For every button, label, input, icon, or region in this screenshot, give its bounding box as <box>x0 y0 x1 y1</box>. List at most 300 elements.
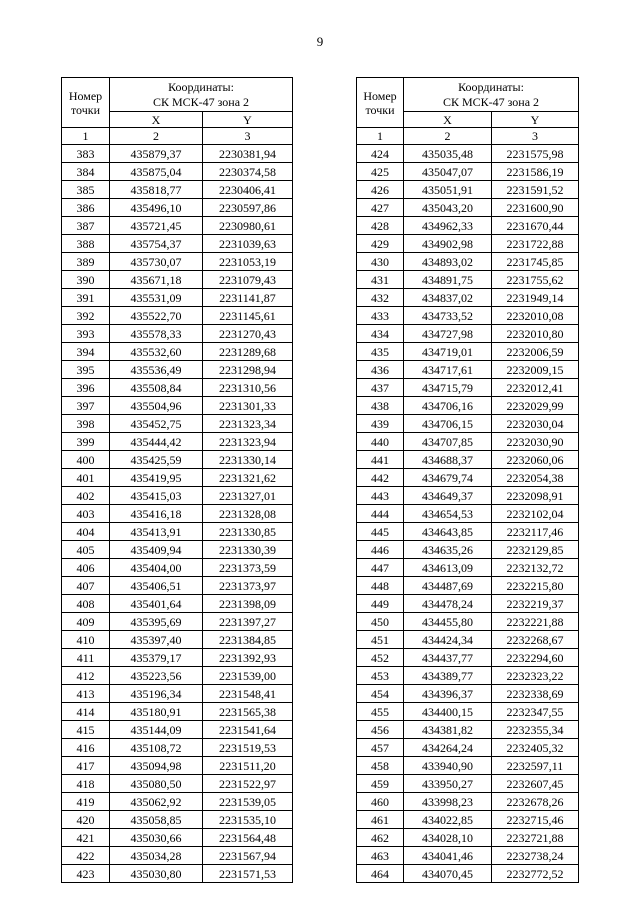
point-number-cell: 390 <box>62 271 110 289</box>
table-row <box>357 757 579 775</box>
x-coordinate-cell: 434706,16 <box>404 397 492 415</box>
y-coordinate-cell: 2231039,63 <box>203 235 293 253</box>
x-coordinate-cell: 434389,77 <box>404 667 492 685</box>
y-coordinate-cell: 2231310,56 <box>203 379 293 397</box>
point-number-cell: 408 <box>62 595 110 613</box>
x-coordinate-cell: 435508,84 <box>110 379 203 397</box>
header-x: X <box>404 112 492 128</box>
y-coordinate-cell: 2231949,14 <box>492 289 579 307</box>
y-coordinate-cell: 2231722,88 <box>492 235 579 253</box>
table-row <box>357 541 579 559</box>
header-coordinates: Координаты: СК МСК-47 зона 2 <box>110 78 293 112</box>
table-body-left <box>62 145 293 883</box>
x-coordinate-cell: 434654,53 <box>404 505 492 523</box>
x-coordinate-cell: 435395,69 <box>110 613 203 631</box>
table-row <box>357 397 579 415</box>
y-coordinate-cell: 2231384,85 <box>203 631 293 649</box>
header-coordinates: Координаты: СК МСК-47 зона 2 <box>404 78 579 112</box>
point-number-cell: 410 <box>62 631 110 649</box>
column-index-1: 1 <box>62 128 110 145</box>
table-row <box>62 217 293 235</box>
point-number-cell: 454 <box>357 685 404 703</box>
point-number-cell: 463 <box>357 847 404 865</box>
point-number-cell: 435 <box>357 343 404 361</box>
header-point-number: Номер точки <box>62 78 110 128</box>
x-coordinate-cell: 435754,37 <box>110 235 203 253</box>
y-coordinate-cell: 2232054,38 <box>492 469 579 487</box>
x-coordinate-cell: 434028,10 <box>404 829 492 847</box>
point-number-cell: 457 <box>357 739 404 757</box>
y-coordinate-cell: 2231591,52 <box>492 181 579 199</box>
coordinates-table-left <box>61 77 293 883</box>
x-coordinate-cell: 434264,24 <box>404 739 492 757</box>
y-coordinate-cell: 2231327,01 <box>203 487 293 505</box>
point-number-cell: 388 <box>62 235 110 253</box>
point-number-cell: 441 <box>357 451 404 469</box>
point-number-cell: 460 <box>357 793 404 811</box>
x-coordinate-cell: 435030,66 <box>110 829 203 847</box>
table-row <box>357 235 579 253</box>
point-number-cell: 412 <box>62 667 110 685</box>
table-row <box>62 613 293 631</box>
point-number-cell: 445 <box>357 523 404 541</box>
x-coordinate-cell: 435406,51 <box>110 577 203 595</box>
point-number-cell: 419 <box>62 793 110 811</box>
point-number-cell: 391 <box>62 289 110 307</box>
header-y: Y <box>203 112 293 128</box>
x-coordinate-cell: 434707,85 <box>404 433 492 451</box>
y-coordinate-cell: 2230597,86 <box>203 199 293 217</box>
table-row <box>357 181 579 199</box>
x-coordinate-cell: 435531,09 <box>110 289 203 307</box>
x-coordinate-cell: 434455,80 <box>404 613 492 631</box>
x-coordinate-cell: 435671,18 <box>110 271 203 289</box>
table-row <box>62 487 293 505</box>
y-coordinate-cell: 2231323,34 <box>203 415 293 433</box>
point-number-cell: 397 <box>62 397 110 415</box>
table-row <box>62 559 293 577</box>
point-number-cell: 424 <box>357 145 404 163</box>
point-number-cell: 452 <box>357 649 404 667</box>
point-number-cell: 413 <box>62 685 110 703</box>
point-number-cell: 451 <box>357 631 404 649</box>
point-number-cell: 446 <box>357 541 404 559</box>
y-coordinate-cell: 2231398,09 <box>203 595 293 613</box>
y-coordinate-cell: 2231755,62 <box>492 271 579 289</box>
table-row <box>357 469 579 487</box>
table-row <box>357 523 579 541</box>
table-row <box>357 793 579 811</box>
header-point-number: Номер точки <box>357 78 404 128</box>
point-number-cell: 443 <box>357 487 404 505</box>
table-row <box>357 199 579 217</box>
table-row <box>357 721 579 739</box>
table-row <box>62 235 293 253</box>
y-coordinate-cell: 2231670,44 <box>492 217 579 235</box>
x-coordinate-cell: 435452,75 <box>110 415 203 433</box>
y-coordinate-cell: 2231535,10 <box>203 811 293 829</box>
point-number-cell: 455 <box>357 703 404 721</box>
table-row <box>357 847 579 865</box>
point-number-cell: 418 <box>62 775 110 793</box>
y-coordinate-cell: 2231575,98 <box>492 145 579 163</box>
point-number-cell: 440 <box>357 433 404 451</box>
table-row <box>357 145 579 163</box>
x-coordinate-cell: 435404,00 <box>110 559 203 577</box>
table-row <box>357 217 579 235</box>
column-index-3: 3 <box>203 128 293 145</box>
table-row <box>357 595 579 613</box>
x-coordinate-cell: 435379,17 <box>110 649 203 667</box>
x-coordinate-cell: 435035,48 <box>404 145 492 163</box>
point-number-cell: 422 <box>62 847 110 865</box>
x-coordinate-cell: 435730,07 <box>110 253 203 271</box>
y-coordinate-cell: 2231053,19 <box>203 253 293 271</box>
table-row <box>62 469 293 487</box>
point-number-cell: 405 <box>62 541 110 559</box>
table-row <box>62 505 293 523</box>
y-coordinate-cell: 2232221,88 <box>492 613 579 631</box>
point-number-cell: 449 <box>357 595 404 613</box>
y-coordinate-cell: 2232060,06 <box>492 451 579 469</box>
x-coordinate-cell: 434962,33 <box>404 217 492 235</box>
table-row <box>357 271 579 289</box>
table-row <box>62 721 293 739</box>
point-number-cell: 448 <box>357 577 404 595</box>
y-coordinate-cell: 2232772,52 <box>492 865 579 883</box>
x-coordinate-cell: 435496,10 <box>110 199 203 217</box>
x-coordinate-cell: 435504,96 <box>110 397 203 415</box>
x-coordinate-cell: 433998,23 <box>404 793 492 811</box>
table-row <box>62 271 293 289</box>
table-row <box>357 343 579 361</box>
x-coordinate-cell: 434733,52 <box>404 307 492 325</box>
x-coordinate-cell: 433940,90 <box>404 757 492 775</box>
table-row <box>62 199 293 217</box>
header-y: Y <box>492 112 579 128</box>
point-number-cell: 404 <box>62 523 110 541</box>
point-number-cell: 420 <box>62 811 110 829</box>
column-index-1: 1 <box>357 128 404 145</box>
table-row <box>357 667 579 685</box>
x-coordinate-cell: 435080,50 <box>110 775 203 793</box>
y-coordinate-cell: 2231373,59 <box>203 559 293 577</box>
y-coordinate-cell: 2230374,58 <box>203 163 293 181</box>
table-row <box>357 577 579 595</box>
table-row <box>357 865 579 883</box>
x-coordinate-cell: 434070,45 <box>404 865 492 883</box>
x-coordinate-cell: 435536,49 <box>110 361 203 379</box>
x-coordinate-cell: 435532,60 <box>110 343 203 361</box>
y-coordinate-cell: 2231141,87 <box>203 289 293 307</box>
x-coordinate-cell: 434613,09 <box>404 559 492 577</box>
x-coordinate-cell: 434893,02 <box>404 253 492 271</box>
point-number-cell: 414 <box>62 703 110 721</box>
x-coordinate-cell: 434688,37 <box>404 451 492 469</box>
point-number-cell: 450 <box>357 613 404 631</box>
y-coordinate-cell: 2231301,33 <box>203 397 293 415</box>
y-coordinate-cell: 2232010,80 <box>492 325 579 343</box>
table-row <box>62 757 293 775</box>
table-row <box>62 775 293 793</box>
point-number-cell: 401 <box>62 469 110 487</box>
x-coordinate-cell: 435058,85 <box>110 811 203 829</box>
y-coordinate-cell: 2232678,26 <box>492 793 579 811</box>
y-coordinate-cell: 2232355,34 <box>492 721 579 739</box>
x-coordinate-cell: 434487,69 <box>404 577 492 595</box>
table-body-right <box>357 145 579 883</box>
page-number: 9 <box>316 34 324 49</box>
table-row <box>62 253 293 271</box>
point-number-cell: 432 <box>357 289 404 307</box>
point-number-cell: 453 <box>357 667 404 685</box>
table-row <box>62 667 293 685</box>
y-coordinate-cell: 2231567,94 <box>203 847 293 865</box>
x-coordinate-cell: 434381,82 <box>404 721 492 739</box>
y-coordinate-cell: 2231270,43 <box>203 325 293 343</box>
table-row <box>357 325 579 343</box>
table-row <box>62 523 293 541</box>
table-row <box>357 487 579 505</box>
x-coordinate-cell: 435444,42 <box>110 433 203 451</box>
point-number-cell: 411 <box>62 649 110 667</box>
x-coordinate-cell: 434837,02 <box>404 289 492 307</box>
y-coordinate-cell: 2232029,99 <box>492 397 579 415</box>
x-coordinate-cell: 435094,98 <box>110 757 203 775</box>
table-row <box>62 289 293 307</box>
y-coordinate-cell: 2232006,59 <box>492 343 579 361</box>
table-row <box>357 685 579 703</box>
y-coordinate-cell: 2232098,91 <box>492 487 579 505</box>
point-number-cell: 429 <box>357 235 404 253</box>
table-row <box>62 865 293 883</box>
table-row <box>357 433 579 451</box>
point-number-cell: 462 <box>357 829 404 847</box>
x-coordinate-cell: 434649,37 <box>404 487 492 505</box>
point-number-cell: 384 <box>62 163 110 181</box>
y-coordinate-cell: 2231522,97 <box>203 775 293 793</box>
point-number-cell: 430 <box>357 253 404 271</box>
x-coordinate-cell: 435425,59 <box>110 451 203 469</box>
point-number-cell: 415 <box>62 721 110 739</box>
x-coordinate-cell: 434478,24 <box>404 595 492 613</box>
y-coordinate-cell: 2232338,69 <box>492 685 579 703</box>
point-number-cell: 394 <box>62 343 110 361</box>
x-coordinate-cell: 435416,18 <box>110 505 203 523</box>
x-coordinate-cell: 435034,28 <box>110 847 203 865</box>
table-row <box>357 703 579 721</box>
table-row <box>62 577 293 595</box>
y-coordinate-cell: 2231321,62 <box>203 469 293 487</box>
table-row <box>62 793 293 811</box>
x-coordinate-cell: 435413,91 <box>110 523 203 541</box>
x-coordinate-cell: 435043,20 <box>404 199 492 217</box>
x-coordinate-cell: 435180,91 <box>110 703 203 721</box>
point-number-cell: 426 <box>357 181 404 199</box>
point-number-cell: 423 <box>62 865 110 883</box>
table-row <box>62 451 293 469</box>
x-coordinate-cell: 435397,40 <box>110 631 203 649</box>
table-row <box>62 649 293 667</box>
table-row <box>357 289 579 307</box>
table-row <box>357 559 579 577</box>
table-row <box>62 181 293 199</box>
point-number-cell: 409 <box>62 613 110 631</box>
x-coordinate-cell: 434891,75 <box>404 271 492 289</box>
y-coordinate-cell: 2231745,85 <box>492 253 579 271</box>
x-coordinate-cell: 434902,98 <box>404 235 492 253</box>
table-row <box>357 415 579 433</box>
table-row <box>357 613 579 631</box>
y-coordinate-cell: 2232102,04 <box>492 505 579 523</box>
table-row <box>62 739 293 757</box>
x-coordinate-cell: 435875,04 <box>110 163 203 181</box>
x-coordinate-cell: 434022,85 <box>404 811 492 829</box>
x-coordinate-cell: 434706,15 <box>404 415 492 433</box>
y-coordinate-cell: 2232597,11 <box>492 757 579 775</box>
x-coordinate-cell: 434719,01 <box>404 343 492 361</box>
point-number-cell: 416 <box>62 739 110 757</box>
point-number-cell: 396 <box>62 379 110 397</box>
y-coordinate-cell: 2231145,61 <box>203 307 293 325</box>
point-number-cell: 386 <box>62 199 110 217</box>
y-coordinate-cell: 2231289,68 <box>203 343 293 361</box>
point-number-cell: 438 <box>357 397 404 415</box>
point-number-cell: 459 <box>357 775 404 793</box>
table-row <box>62 343 293 361</box>
table-row <box>62 325 293 343</box>
point-number-cell: 393 <box>62 325 110 343</box>
x-coordinate-cell: 435578,33 <box>110 325 203 343</box>
y-coordinate-cell: 2231330,14 <box>203 451 293 469</box>
y-coordinate-cell: 2232009,15 <box>492 361 579 379</box>
table-row <box>62 307 293 325</box>
point-number-cell: 385 <box>62 181 110 199</box>
y-coordinate-cell: 2232030,04 <box>492 415 579 433</box>
x-coordinate-cell: 434400,15 <box>404 703 492 721</box>
y-coordinate-cell: 2231079,43 <box>203 271 293 289</box>
y-coordinate-cell: 2232607,45 <box>492 775 579 793</box>
point-number-cell: 434 <box>357 325 404 343</box>
x-coordinate-cell: 434717,61 <box>404 361 492 379</box>
table-row <box>357 829 579 847</box>
table-row <box>357 775 579 793</box>
point-number-cell: 392 <box>62 307 110 325</box>
y-coordinate-cell: 2230406,41 <box>203 181 293 199</box>
y-coordinate-cell: 2232715,46 <box>492 811 579 829</box>
y-coordinate-cell: 2231397,27 <box>203 613 293 631</box>
column-index-2: 2 <box>110 128 203 145</box>
y-coordinate-cell: 2231392,93 <box>203 649 293 667</box>
table-row <box>62 163 293 181</box>
table-row <box>357 739 579 757</box>
x-coordinate-cell: 434424,34 <box>404 631 492 649</box>
y-coordinate-cell: 2232117,46 <box>492 523 579 541</box>
table-row <box>357 163 579 181</box>
y-coordinate-cell: 2232294,60 <box>492 649 579 667</box>
point-number-cell: 406 <box>62 559 110 577</box>
table-row <box>357 361 579 379</box>
y-coordinate-cell: 2231330,39 <box>203 541 293 559</box>
x-coordinate-cell: 434727,98 <box>404 325 492 343</box>
table-row <box>62 541 293 559</box>
table-row <box>62 361 293 379</box>
table-row <box>62 847 293 865</box>
point-number-cell: 395 <box>62 361 110 379</box>
table-row <box>357 253 579 271</box>
x-coordinate-cell: 434396,37 <box>404 685 492 703</box>
y-coordinate-cell: 2231519,53 <box>203 739 293 757</box>
y-coordinate-cell: 2230381,94 <box>203 145 293 163</box>
point-number-cell: 427 <box>357 199 404 217</box>
table-row <box>62 631 293 649</box>
y-coordinate-cell: 2231328,08 <box>203 505 293 523</box>
table-row <box>357 451 579 469</box>
table-row <box>357 631 579 649</box>
x-coordinate-cell: 435030,80 <box>110 865 203 883</box>
y-coordinate-cell: 2232323,22 <box>492 667 579 685</box>
y-coordinate-cell: 2231564,48 <box>203 829 293 847</box>
x-coordinate-cell: 433950,27 <box>404 775 492 793</box>
y-coordinate-cell: 2232215,80 <box>492 577 579 595</box>
x-coordinate-cell: 435818,77 <box>110 181 203 199</box>
table-row <box>62 415 293 433</box>
table-row <box>62 397 293 415</box>
y-coordinate-cell: 2231548,41 <box>203 685 293 703</box>
y-coordinate-cell: 2232405,32 <box>492 739 579 757</box>
x-coordinate-cell: 434437,77 <box>404 649 492 667</box>
y-coordinate-cell: 2231565,38 <box>203 703 293 721</box>
y-coordinate-cell: 2232010,08 <box>492 307 579 325</box>
table-row <box>62 379 293 397</box>
point-number-cell: 399 <box>62 433 110 451</box>
y-coordinate-cell: 2231298,94 <box>203 361 293 379</box>
y-coordinate-cell: 2231600,90 <box>492 199 579 217</box>
y-coordinate-cell: 2231571,53 <box>203 865 293 883</box>
y-coordinate-cell: 2231330,85 <box>203 523 293 541</box>
x-coordinate-cell: 435223,56 <box>110 667 203 685</box>
point-number-cell: 447 <box>357 559 404 577</box>
point-number-cell: 407 <box>62 577 110 595</box>
point-number-cell: 433 <box>357 307 404 325</box>
x-coordinate-cell: 435721,45 <box>110 217 203 235</box>
table-row <box>62 433 293 451</box>
x-coordinate-cell: 435047,07 <box>404 163 492 181</box>
point-number-cell: 400 <box>62 451 110 469</box>
point-number-cell: 417 <box>62 757 110 775</box>
y-coordinate-cell: 2232738,24 <box>492 847 579 865</box>
table-row <box>62 703 293 721</box>
x-coordinate-cell: 435062,92 <box>110 793 203 811</box>
point-number-cell: 437 <box>357 379 404 397</box>
y-coordinate-cell: 2231323,94 <box>203 433 293 451</box>
y-coordinate-cell: 2232129,85 <box>492 541 579 559</box>
point-number-cell: 464 <box>357 865 404 883</box>
point-number-cell: 421 <box>62 829 110 847</box>
y-coordinate-cell: 2232030,90 <box>492 433 579 451</box>
point-number-cell: 461 <box>357 811 404 829</box>
column-index-2: 2 <box>404 128 492 145</box>
x-coordinate-cell: 434635,26 <box>404 541 492 559</box>
x-coordinate-cell: 435144,09 <box>110 721 203 739</box>
x-coordinate-cell: 435108,72 <box>110 739 203 757</box>
x-coordinate-cell: 435051,91 <box>404 181 492 199</box>
table-row <box>357 505 579 523</box>
table-row <box>357 649 579 667</box>
table-row <box>62 145 293 163</box>
y-coordinate-cell: 2232268,67 <box>492 631 579 649</box>
y-coordinate-cell: 2231539,05 <box>203 793 293 811</box>
